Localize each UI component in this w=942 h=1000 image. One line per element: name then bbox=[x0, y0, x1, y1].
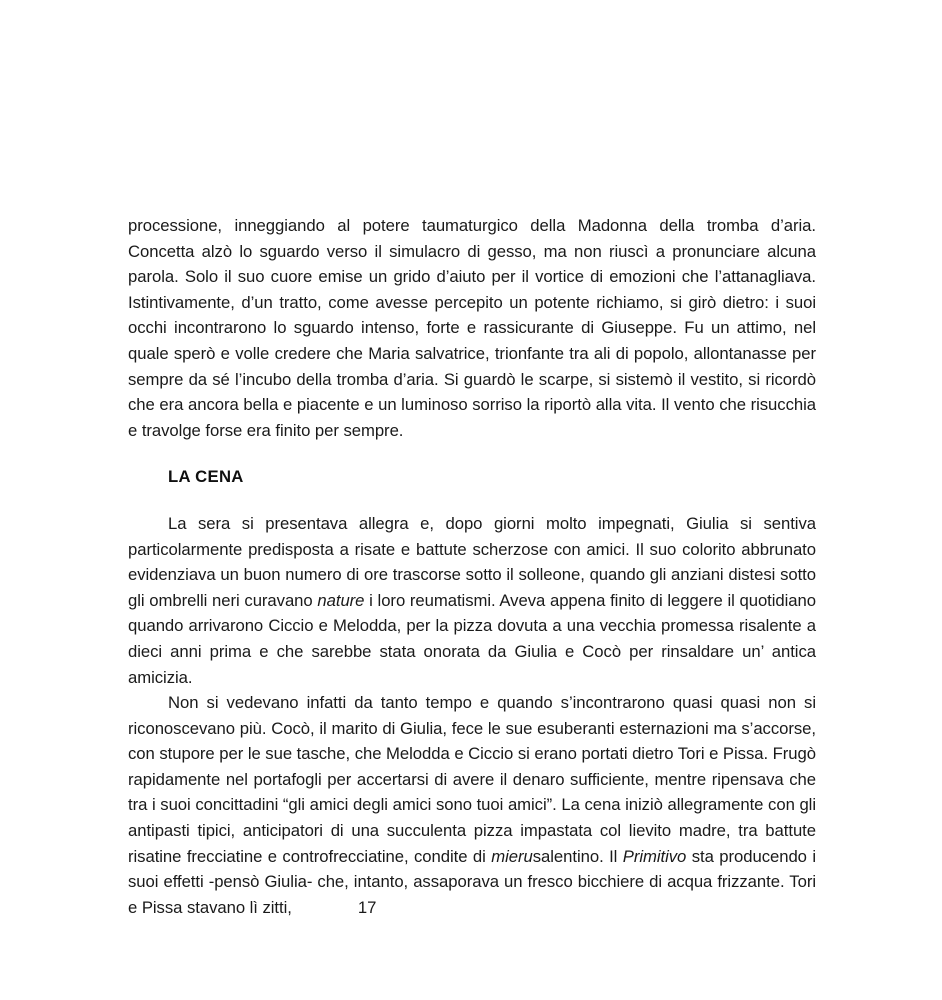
paragraph-la-sera-part2: i loro reumatismi. Aveva appena finito di leggere il quotidiano quando arrivarono Ciccio e Melodda, per la pizza dovuta a una vecchia promessa risalente a dieci anni prima e che sarebbe stata onorata da Giulia e Cocò per rinsaldare un’ antica amicizia. bbox=[128, 590, 817, 687]
italic-primitivo: Primitivo bbox=[622, 846, 687, 866]
italic-mieru: mieru bbox=[491, 846, 533, 866]
paragraph-la-sera bbox=[128, 511, 816, 690]
spacer-before-heading bbox=[128, 443, 816, 464]
italic-nature: nature bbox=[317, 590, 365, 610]
paragraph-la-sera-part1: La sera si presentava allegra e, dopo giorni molto impegnati, Giulia si sentiva particolarmente predisposta a risate e battute scherzose con amici. Il suo colorito abbrunato evidenziava un buon numero di ore trascorse sotto il solleone, quando gli anziani distesi sotto gli ombrelli neri curavano bbox=[128, 513, 816, 610]
paragraph-processione: processione, inneggiando al potere taumaturgico della Madonna della tromba d’aria. Concetta alzò lo sguardo verso il simulacro di gesso, ma non riuscì a pronunciare alcuna parola. Solo il suo cuore emise un grido d’aiuto per il vortice di emozioni che l’attanagliava. Istintivamente, d’un tratto, come avesse percepito un potente richiamo, si girò dietro: i suoi occhi incontrarono lo sguardo intenso, forte e rassicurante di Giuseppe. Fu un attimo, nel quale sperò e volle credere che Maria salvatrice, trionfante tra ali di popolo, allontanasse per sempre da sé l’incubo della tromba d’aria. Si guardò le scarpe, si sistemò il vestito, si ricordò che era ancora bella e piacente e un luminoso sorriso la riportò alla vita. Il vento che risucchia e travolge forse era finito per sempre. bbox=[128, 216, 816, 440]
spacer-after-heading bbox=[128, 490, 816, 511]
paragraph-non-si-vedevano-part1: Non si vedevano infatti da tanto tempo e quando s’incontrarono quasi quasi non si riconoscevano più. Cocò, il marito di Giulia, fece le sue esuberanti esternazioni ma s’accorse, con stupore per le sue tasche, che Melodda e Ciccio si erano portati dietro Tori e Pissa. Frugò rapidamente nel portafogli per accertarsi di avere il denaro sufficiente, mentre ripensava che tra i suoi concittadini “gli amici degli amici sono tuoi amici”. La cena iniziò allegramente con gli antipasti tipici, anticipatori di una succulenta pizza impastata col lievito madre, tra battute risatine frecciatine e controfrecciatine, condite di bbox=[128, 693, 816, 866]
page-number: 17 bbox=[357, 897, 377, 917]
section-heading-la-cena: LA CENA bbox=[168, 467, 244, 487]
paragraph-non-si-vedevano-part3: sta producendo i suoi effetti -pensò Giulia- che, intanto, assaporava un fresco bicchiere di acqua frizzante. Tori e Pissa stavano lì zitti, bbox=[128, 846, 816, 917]
page-text-block bbox=[128, 213, 816, 920]
paragraph-non-si-vedevano bbox=[128, 690, 816, 920]
paragraph-non-si-vedevano-part2: salentino. Il bbox=[532, 846, 623, 866]
